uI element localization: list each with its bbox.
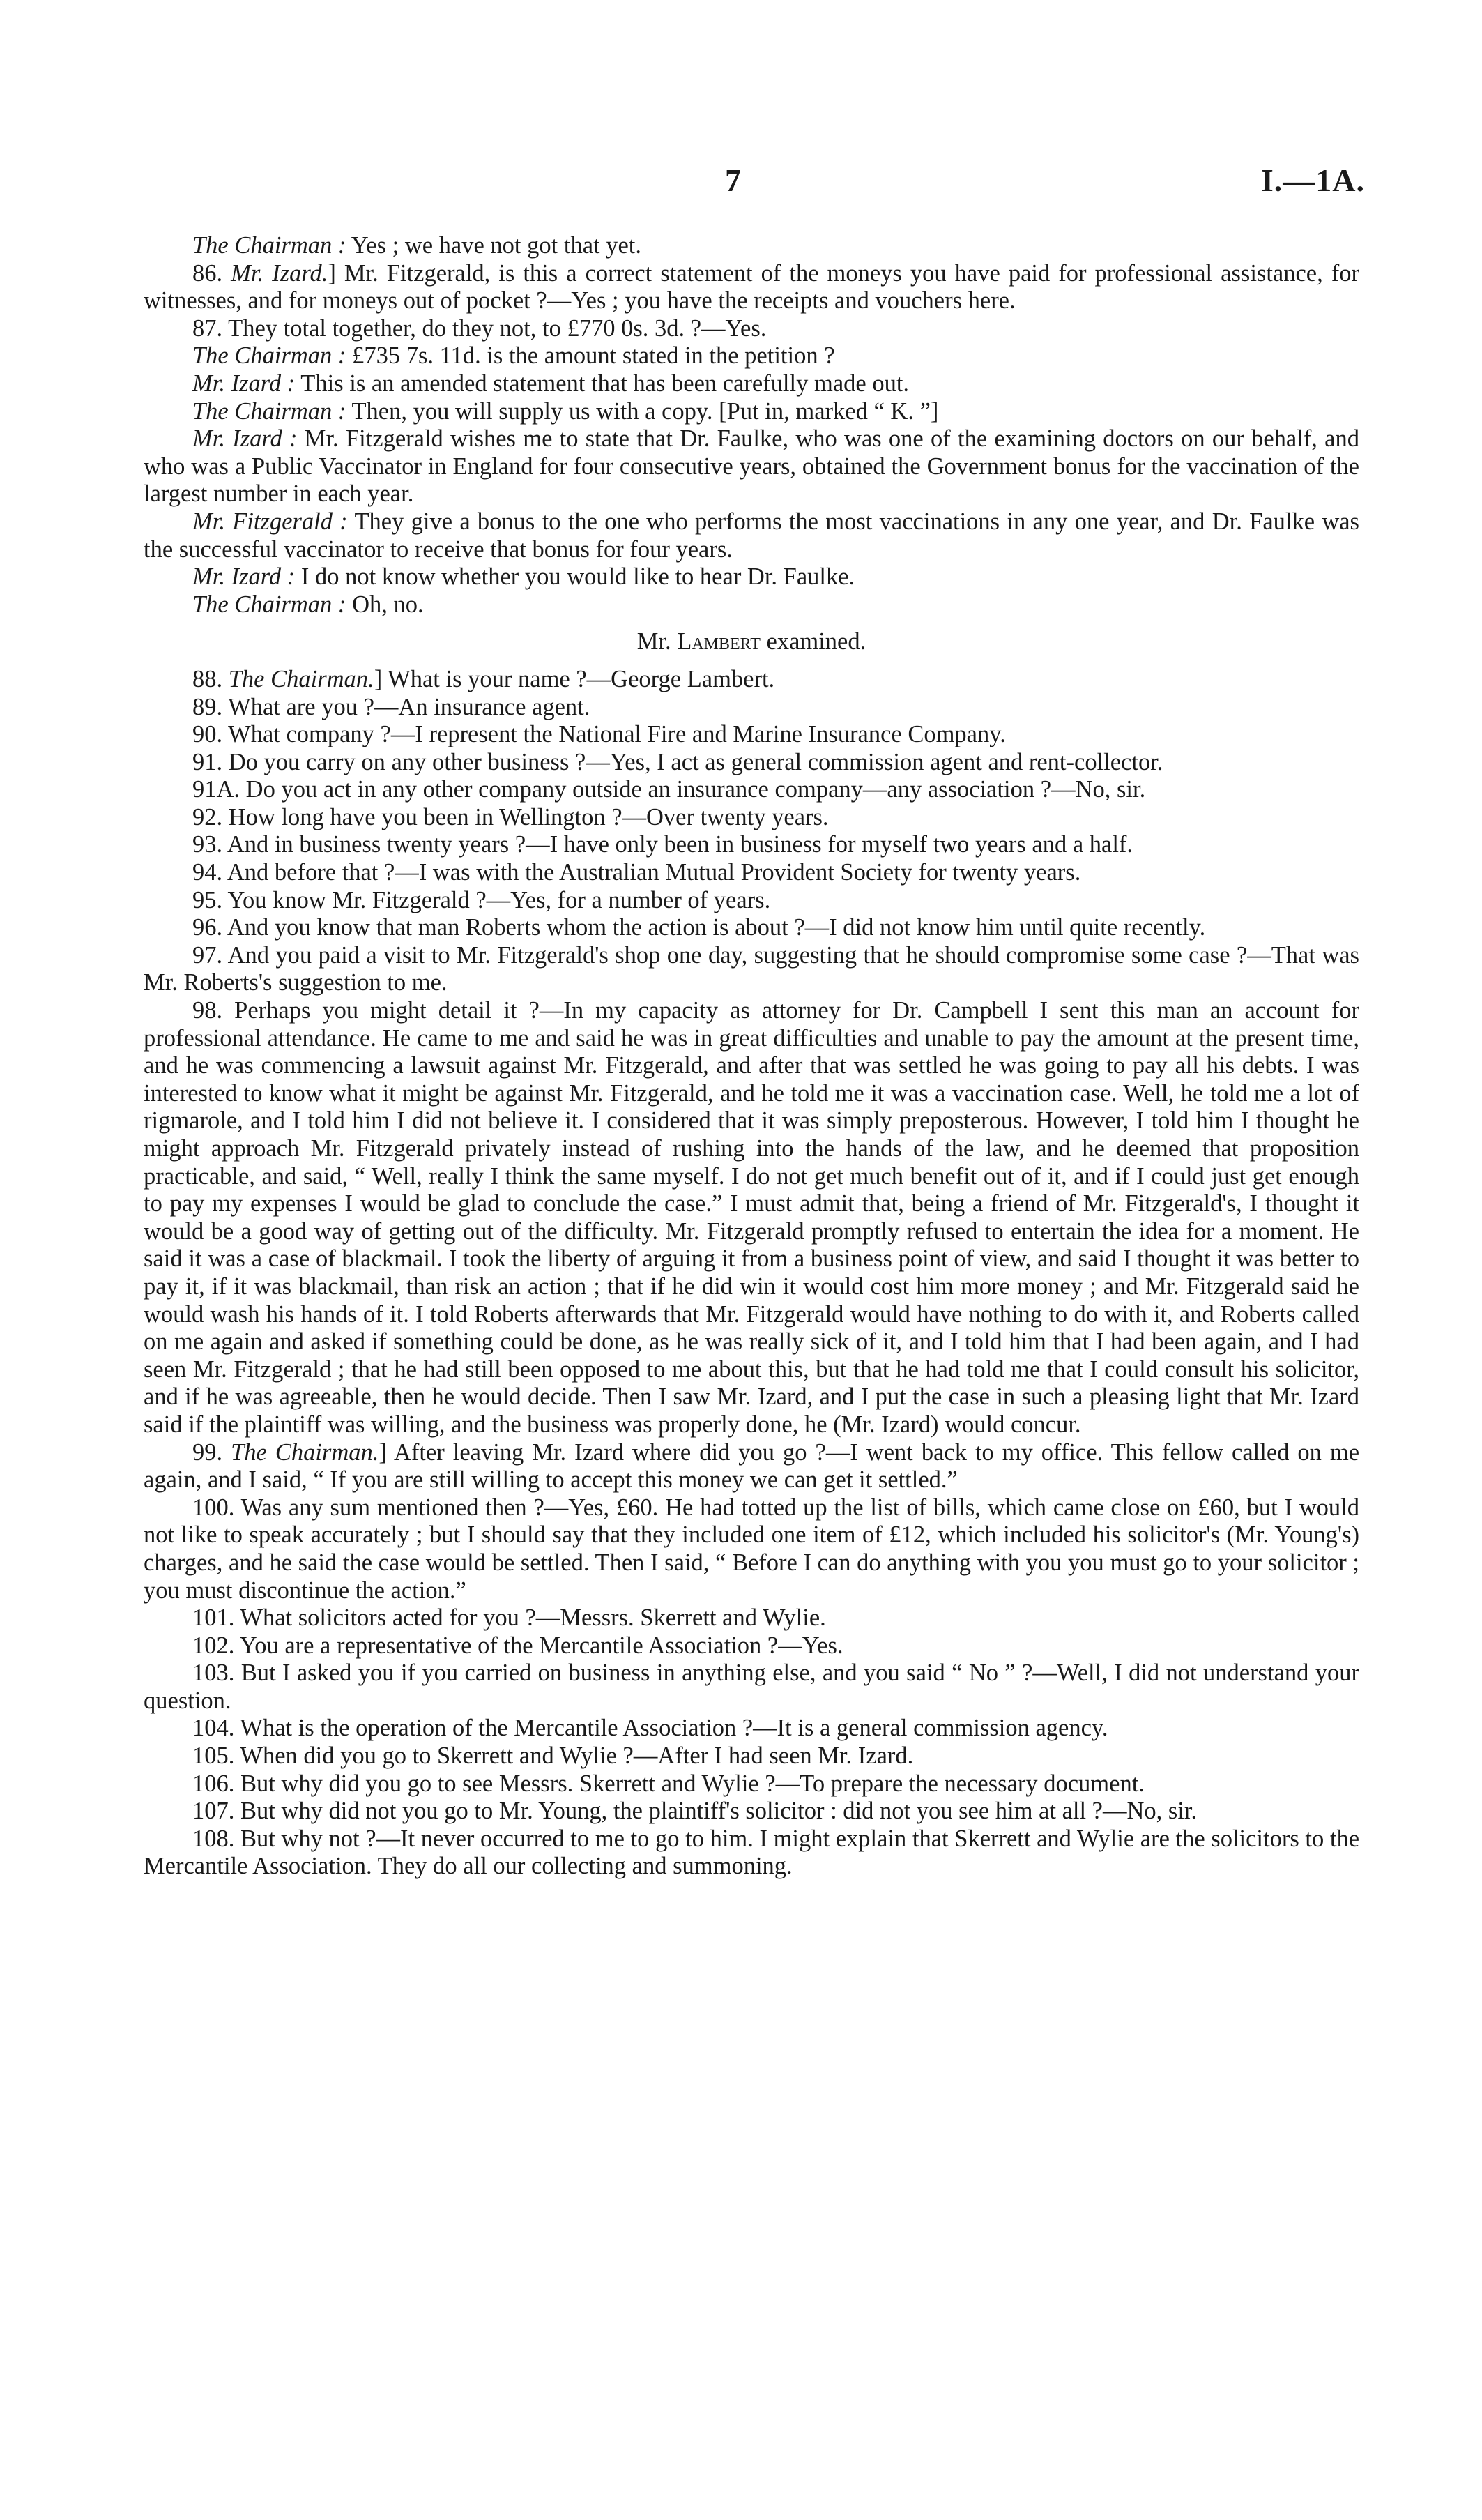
question-number: 91A. <box>192 776 240 803</box>
question-paragraph: 95. You know Mr. Fitzgerald ?—Yes, for a number of years. <box>192 886 771 913</box>
speaker: The Chairman : <box>192 232 346 259</box>
question-paragraph: 92. How long have you been in Wellington ?—Over twenty years. <box>192 803 829 830</box>
question-paragraph: 98. Perhaps you might detail it ?—In my capacity as attorney for Dr. Campbell I sent this man an account for professional attendance. He came to me and said he was in great difficulties and unable to pay the amount at the present time, and he was commencing a lawsuit against Mr. Fitzgerald, and after that was settled he was going to pay all his debts. I was interested to know what it might be against Mr. Fitzgerald, and he told me it was a vaccination case. Well, he told me a lot of rigmarole, and I told him I did not believe it. I considered that it was simply preposterous. However, I told him I thought he might approach Mr. Fitzgerald privately instead of rushing into the hands of the law, and he deemed that proposition practicable, and said, “ Well, really I think the same myself. I do not get much benefit out of it, and if I could just get enough to pay my expenses I would be glad to conclude the case.” I must admit that, being a friend of Mr. Fitzgerald's, I thought it would be a good way of getting out of the difficulty. Mr. Fitzgerald promptly refused to entertain the idea for a moment. He said it was a case of blackmail. I took the liberty of arguing it from a business point of view, and said I thought it was better to pay it, if it was blackmail, than risk an action ; that if he did win it would cost him more money ; and Mr. Fitzgerald said he would wash his hands of it. I told Roberts afterwards that Mr. Fitzgerald would have nothing to do with it, and Roberts called on me again and asked if something could be done, as he was really sick of it, and I told him that I had been again, and I had seen Mr. Fitzgerald ; that he had still been opposed to me about this, but that he had told me that I could consult his solicitor, and if he was agreeable, then he would decide. Then I saw Mr. Izard, and I put the case in such a pleasing light that Mr. Izard said if the plaintiff was willing, and the business was properly done, he (Mr. Izard) would concur. <box>144 997 1360 1438</box>
witness-name: Lambert <box>677 628 761 655</box>
question-number: 90. <box>192 721 223 748</box>
question-number: 87. <box>192 314 223 342</box>
question-number: 108. <box>192 1825 235 1852</box>
question-paragraph: 102. You are a representative of the Mercantile Association ?—Yes. <box>192 1632 843 1659</box>
speaker: The Chairman. <box>228 665 374 692</box>
speaker: The Chairman : <box>192 397 346 425</box>
speaker: The Chairman. <box>231 1439 379 1466</box>
question-number: 92. <box>192 803 223 830</box>
page-header <box>0 162 1482 204</box>
question-number: 100. <box>192 1494 235 1521</box>
section-heading: Mr. Lambert examined. <box>636 628 866 655</box>
question-number: 88. <box>192 665 223 692</box>
question-number: 98. <box>192 997 223 1024</box>
question-paragraph: 88. The Chairman.] What is your name ?—George Lambert. <box>192 665 775 692</box>
question-number: 106. <box>192 1770 235 1797</box>
question-paragraph: 90. What company ?—I represent the National Fire and Marine Insurance Company. <box>192 721 1006 748</box>
question-paragraph: 91. Do you carry on any other business ?—Yes, I act as general commission agent and rent-collector. <box>192 748 1163 775</box>
speaker: Mr. Izard. <box>231 259 328 287</box>
question-number: 95. <box>192 886 223 913</box>
paragraph: Mr. Izard : Mr. Fitzgerald wishes me to state that Dr. Faulke, who was one of the examining doctors on our behalf, and who was a Public Vaccinator in England for four consecutive years, obtained the Government bonus for the vaccination of the largest number in each year. <box>144 425 1359 508</box>
speaker: Mr. Izard : <box>192 370 296 397</box>
paragraph: The Chairman : £735 7s. 11d. is the amount stated in the petition ? <box>192 342 835 370</box>
question-paragraph: 107. But why did not you go to Mr. Young, the plaintiff's solicitor : did not you see him at all ?—No, sir. <box>192 1798 1198 1825</box>
paragraph: The Chairman : Oh, no. <box>192 591 424 618</box>
question-number: 105. <box>192 1743 235 1770</box>
speaker: Mr. Izard : <box>192 563 296 591</box>
paragraph: The Chairman : Yes ; we have not got that yet. <box>192 232 641 259</box>
page-number: 7 <box>725 162 741 198</box>
speaker: Mr. Fitzgerald : <box>192 508 348 535</box>
paragraph: Mr. Izard : This is an amended statement that has been carefully made out. <box>192 370 910 397</box>
question-paragraph: 94. And before that ?—I was with the Australian Mutual Provident Society for twenty years. <box>192 859 1081 886</box>
question-number: 102. <box>192 1632 235 1659</box>
question-number: 93. <box>192 831 223 858</box>
question-paragraph: 101. What solicitors acted for you ?—Messrs. Skerrett and Wylie. <box>192 1604 826 1632</box>
question-number: 86. <box>192 259 223 287</box>
question-number: 96. <box>192 914 223 941</box>
question-number: 97. <box>192 941 223 969</box>
question-paragraph: 93. And in business twenty years ?—I have only been in business for myself two years and a half. <box>192 831 1133 858</box>
question-number: 104. <box>192 1715 235 1742</box>
question-number: 91. <box>192 748 223 775</box>
question-paragraph: 87. They total together, do they not, to £770 0s. 3d. ?—Yes. <box>192 314 767 342</box>
question-paragraph: 89. What are you ?—An insurance agent. <box>192 693 590 720</box>
question-paragraph: 104. What is the operation of the Mercantile Association ?—It is a general commission agency. <box>192 1715 1108 1742</box>
question-paragraph: 96. And you know that man Roberts whom the action is about ?—I did not know him until quite recently. <box>192 914 1206 941</box>
question-paragraph: 108. But why not ?—It never occurred to me to go to him. I might explain that Skerrett and Wylie are the solicitors to the Mercantile Association. They do all our collecting and summoning. <box>144 1825 1360 1880</box>
question-paragraph: 105. When did you go to Skerrett and Wylie ?—After I had seen Mr. Izard. <box>192 1743 914 1770</box>
question-paragraph: 99. The Chairman.] After leaving Mr. Izard where did you go ?—I went back to my office. This fellow called on me again, and I said, “ If you are still willing to accept this money we can get it settled.” <box>144 1439 1360 1494</box>
question-number: 103. <box>192 1660 235 1687</box>
paragraph: Mr. Izard : I do not know whether you would like to hear Dr. Faulke. <box>192 563 855 591</box>
parliamentary-paper-series: I.—1A. <box>1260 162 1365 198</box>
question-paragraph: 97. And you paid a visit to Mr. Fitzgerald's shop one day, suggesting that he should compromise some case ?—That was Mr. Roberts's suggestion to me. <box>144 941 1359 996</box>
paragraph: The Chairman : Then, you will supply us with a copy. [Put in, marked “ K. ”] <box>192 397 939 425</box>
question-paragraph: 100. Was any sum mentioned then ?—Yes, £60. He had totted up the list of bills, which came close on £60, but I would not like to speak accurately ; but I should say that they included one item of £12, which included his solicitor's (Mr. Young's) charges, and he said the case would be settled. Then I said, “ Before I can do anything with you you must go to your solicitor ; you must discontinue the action.” <box>144 1494 1359 1604</box>
question-paragraph: 103. But I asked you if you carried on business in anything else, and you said “ No ” ?—Well, I did not understand your question. <box>144 1660 1360 1714</box>
question-paragraph: 91A. Do you act in any other company outside an insurance company—any association ?—No, sir. <box>192 776 1146 803</box>
evidence-transcript <box>144 232 1359 1881</box>
question-number: 89. <box>192 693 223 720</box>
question-number: 99. <box>192 1439 223 1466</box>
question-number: 94. <box>192 859 223 886</box>
speaker: Mr. Izard : <box>192 425 298 453</box>
question-number: 107. <box>192 1798 235 1825</box>
paragraph: Mr. Fitzgerald : They give a bonus to the one who performs the most vaccinations in any one year, and Dr. Faulke was the successful vaccinator to receive that bonus for four years. <box>144 508 1359 563</box>
question-paragraph: 106. But why did you go to see Messrs. Skerrett and Wylie ?—To prepare the necessary document. <box>192 1770 1145 1797</box>
speaker: The Chairman : <box>192 342 346 370</box>
question-number: 101. <box>192 1604 235 1632</box>
question-paragraph: 86. Mr. Izard.] Mr. Fitzgerald, is this a correct statement of the moneys you have paid for professional assistance, for witnesses, and for moneys out of pocket ?—Yes ; you have the receipts and vouchers here. <box>144 259 1359 314</box>
speaker: The Chairman : <box>192 591 346 618</box>
